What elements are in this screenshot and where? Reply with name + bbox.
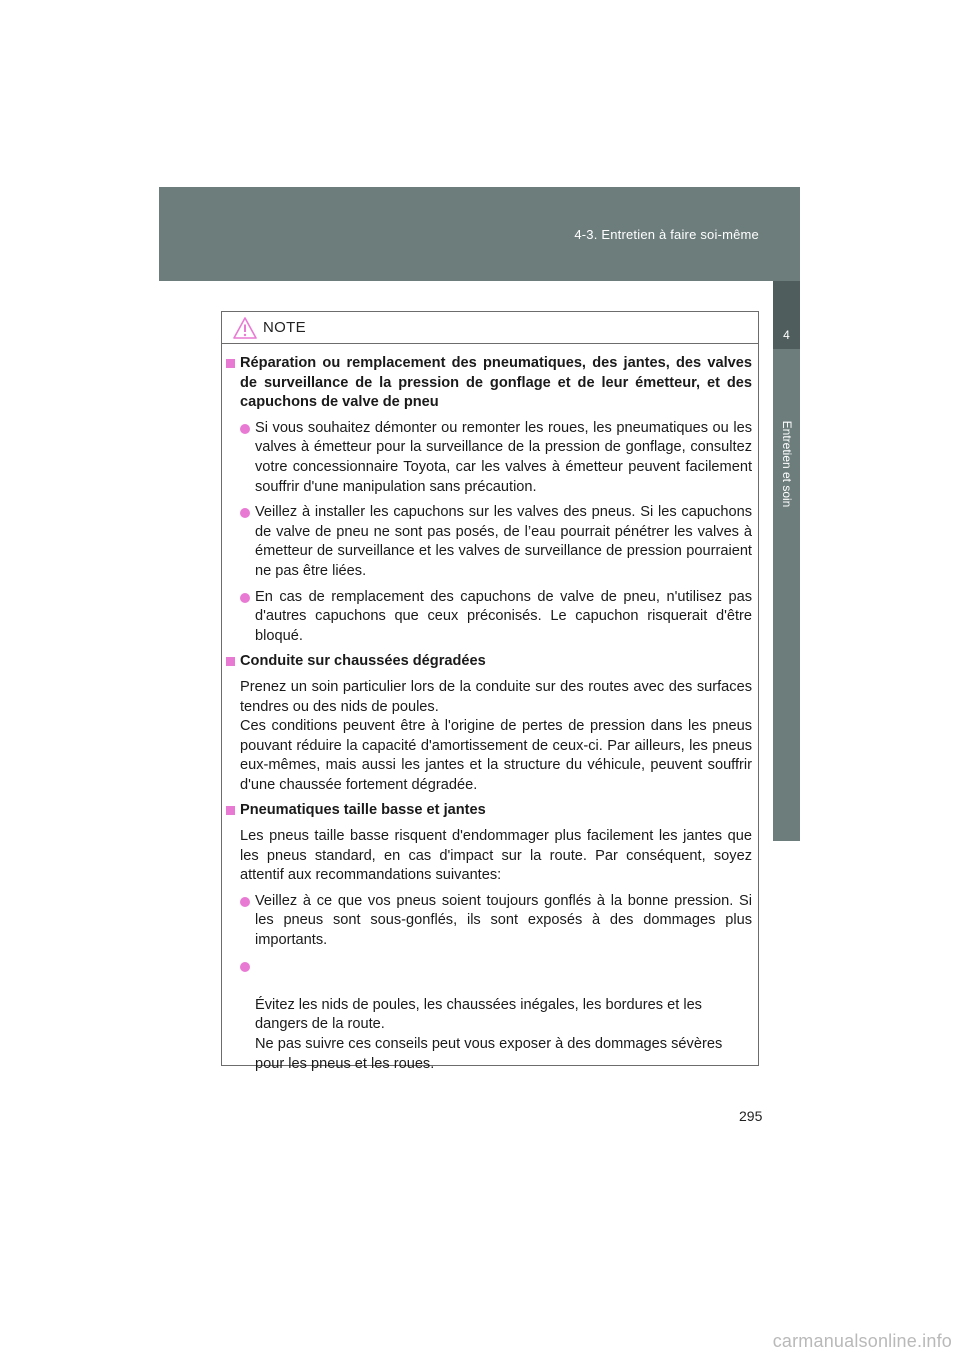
chapter-label: Entretien et soin xyxy=(779,420,794,508)
section-heading xyxy=(222,801,758,821)
paragraph-line: Les pneus taille basse risquent d'endommager plus facilement les jantes que les pneus standard, en cas d'impact sur la route. Par conséquent, soyez attentif aux recommandations suivantes: xyxy=(240,828,752,884)
chapter-number-tab xyxy=(773,281,800,349)
bullet-text: Veillez à installer les capuchons sur les valves des pneus. Si les capuchons de valve de pneu ne sont pas posés, de l’eau pourrait pénétrer les valves à émetteur de surveillance et les valves de surveillance de pression pourraient ne pas être liées. xyxy=(255,504,752,579)
warning-triangle-icon xyxy=(232,316,258,340)
square-bullet-icon xyxy=(226,657,235,666)
chapter-number: 4 xyxy=(783,328,790,342)
bullet-item xyxy=(222,588,758,647)
round-bullet-icon xyxy=(240,508,250,518)
bullet-item xyxy=(222,503,758,581)
bullet-item xyxy=(222,892,758,951)
bullet-item xyxy=(222,957,758,1075)
bullet-text: Veillez à ce que vos pneus soient toujours gonflés à la bonne pression. Si les pneus sont sous-gonflés, ils sont exposés à des dommages plus importants. xyxy=(255,892,752,949)
bullet-text: En cas de remplacement des capuchons de valve de pneu, n'utilisez pas d'autres capuchons que ceux préconisés. Le capuchon risquerait d'être bloqué. xyxy=(255,588,752,644)
paragraph-line: Ces conditions peuvent être à l'origine de pertes de pression dans les pneus pouvant réduire la capacité d'amortissement de ceux-ci. Par ailleurs, les pneus eux-mêmes, mais aussi les jantes et la structure du véhicule, peuvent souffrir d'une chaussée fortement dégradée. xyxy=(240,718,752,793)
paragraph xyxy=(222,678,758,796)
note-content xyxy=(222,354,758,1080)
round-bullet-icon xyxy=(240,424,250,434)
page-number: 295 xyxy=(739,1108,763,1124)
chapter-label-tab xyxy=(773,349,800,841)
round-bullet-icon xyxy=(240,962,250,972)
note-title: NOTE xyxy=(263,319,306,336)
round-bullet-icon xyxy=(240,897,250,907)
paragraph-line: Prenez un soin particulier lors de la conduite sur des routes avec des surfaces tendres ou des nids de poules. xyxy=(240,678,752,715)
section-heading xyxy=(222,354,758,413)
bullet-text: Si vous souhaitez démonter ou remonter les roues, les pneumatiques ou les valves à émetteur pour la surveillance de la pression de gonflage, consultez votre concessionnaire Toyota, car les valves à émetteur peuvent facilement souffrir d'une manipulation sans précaution. xyxy=(255,419,752,495)
bullet-text: Évitez les nids de poules, les chaussées inégales, les bordures et les dangers de la route. Ne pas suivre ces conseils peut vous exposer à des dommages sévères pour les pneus et les roues. xyxy=(255,996,723,1072)
note-box xyxy=(221,311,759,1072)
section-header-band xyxy=(159,187,800,281)
section-heading-text: Réparation ou remplacement des pneumatiques, des jantes, des valves de surveillance de la pression de gonflage et de leur émetteur, et des capuchons de valve de pneu xyxy=(240,355,752,411)
round-bullet-icon xyxy=(240,593,250,603)
square-bullet-icon xyxy=(226,806,235,815)
section-heading xyxy=(222,652,758,672)
section-title: 4-3. Entretien à faire soi-même xyxy=(574,227,759,242)
watermark-text: carmanualsonline.info xyxy=(772,1331,952,1351)
note-header xyxy=(222,312,758,344)
section-heading-text: Conduite sur chaussées dégradées xyxy=(240,653,486,670)
paragraph xyxy=(222,827,758,886)
section-heading-text: Pneumatiques taille basse et jantes xyxy=(240,802,486,819)
square-bullet-icon xyxy=(226,359,235,368)
bullet-item xyxy=(222,419,758,497)
